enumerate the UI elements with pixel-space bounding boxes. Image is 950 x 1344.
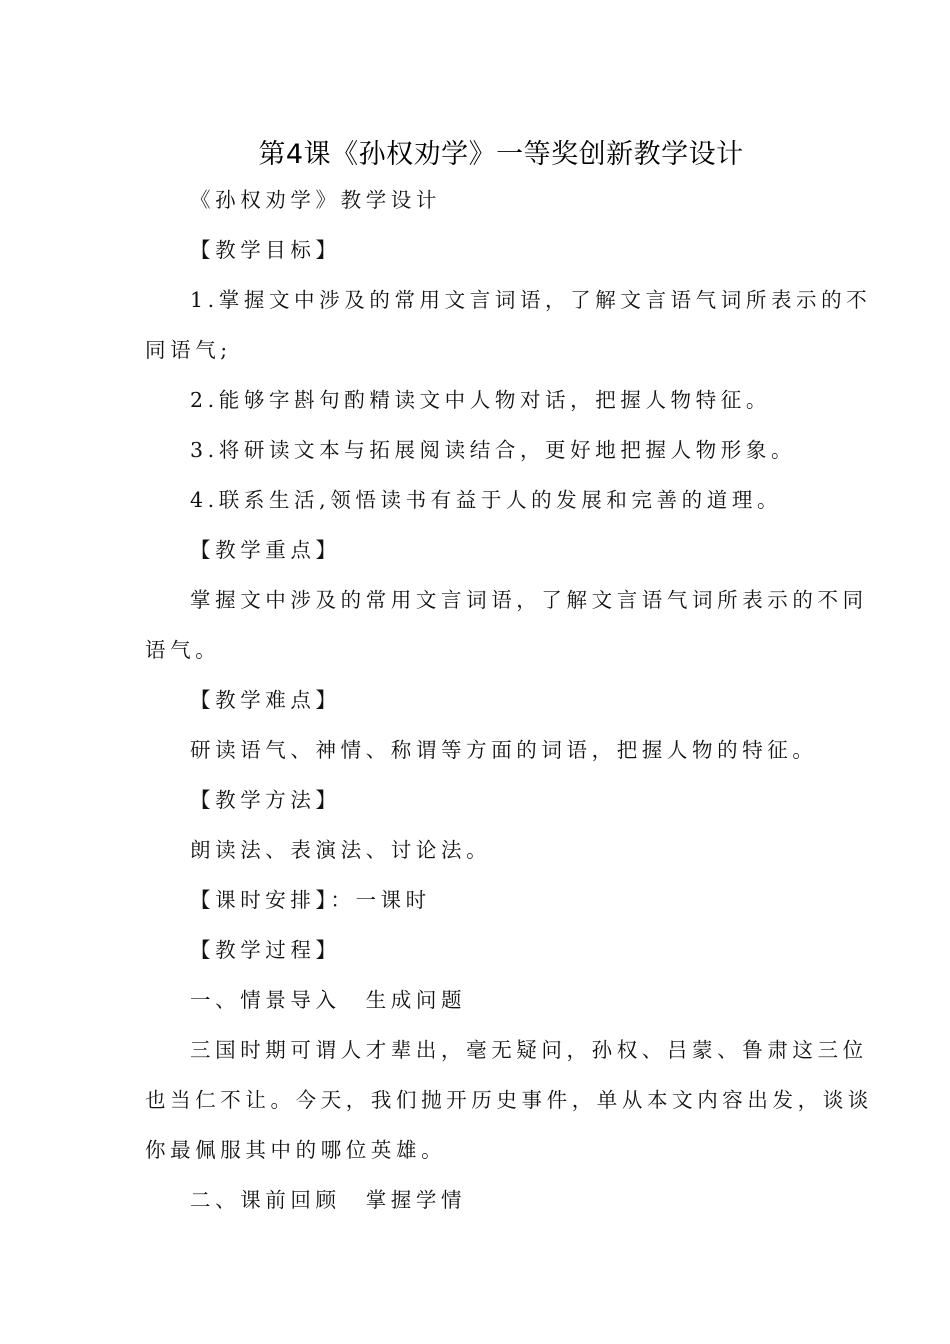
goal-3-line: 3.将研读文本与拓展阅读结合，更好地把握人物形象。 — [190, 438, 797, 462]
document-title: 第4课《孙权劝学》一等奖创新教学设计 — [258, 139, 744, 170]
schedule-line: 【课时安排】：一课时 — [190, 888, 431, 912]
step-1-line-1: 三国时期可谓人才辈出，毫无疑问，孙权、吕蒙、鲁肃这三位 — [190, 1038, 868, 1062]
key-points-line-1: 掌握文中涉及的常用文言词语，了解文言语气词所表示的不同 — [190, 588, 868, 612]
process-step-2-heading: 二、课前回顾 掌握学情 — [190, 1188, 467, 1212]
heading-teaching-goals: 【教学目标】 — [190, 238, 341, 262]
goal-4-line: 4.联系生活,领悟读书有益于人的发展和完善的道理。 — [190, 488, 783, 512]
heading-methods: 【教学方法】 — [190, 788, 341, 812]
heading-difficulties: 【教学难点】 — [190, 688, 341, 712]
key-points-line-2: 语气。 — [145, 638, 221, 662]
step-1-line-3: 你最佩服其中的哪位英雄。 — [145, 1138, 447, 1162]
goal-1-line-2: 同语气; — [145, 338, 232, 362]
step-1-line-2: 也当仁不让。今天，我们抛开历史事件，单从本文内容出发，谈谈 — [145, 1088, 873, 1112]
methods-line: 朗读法、表演法、讨论法。 — [190, 838, 492, 862]
subtitle-line: 《孙权劝学》教学设计 — [190, 188, 441, 212]
goal-2-line: 2.能够字斟句酌精读文中人物对话，把握人物特征。 — [190, 388, 771, 412]
goal-1-line-1: 1.掌握文中涉及的常用文言词语，了解文言语气词所表示的不 — [190, 288, 872, 312]
difficulties-line: 研读语气、神情、称谓等方面的词语，把握人物的特征。 — [190, 738, 818, 762]
heading-process: 【教学过程】 — [190, 938, 341, 962]
process-step-1-heading: 一、情景导入 生成问题 — [190, 988, 467, 1012]
heading-key-points: 【教学重点】 — [190, 538, 341, 562]
